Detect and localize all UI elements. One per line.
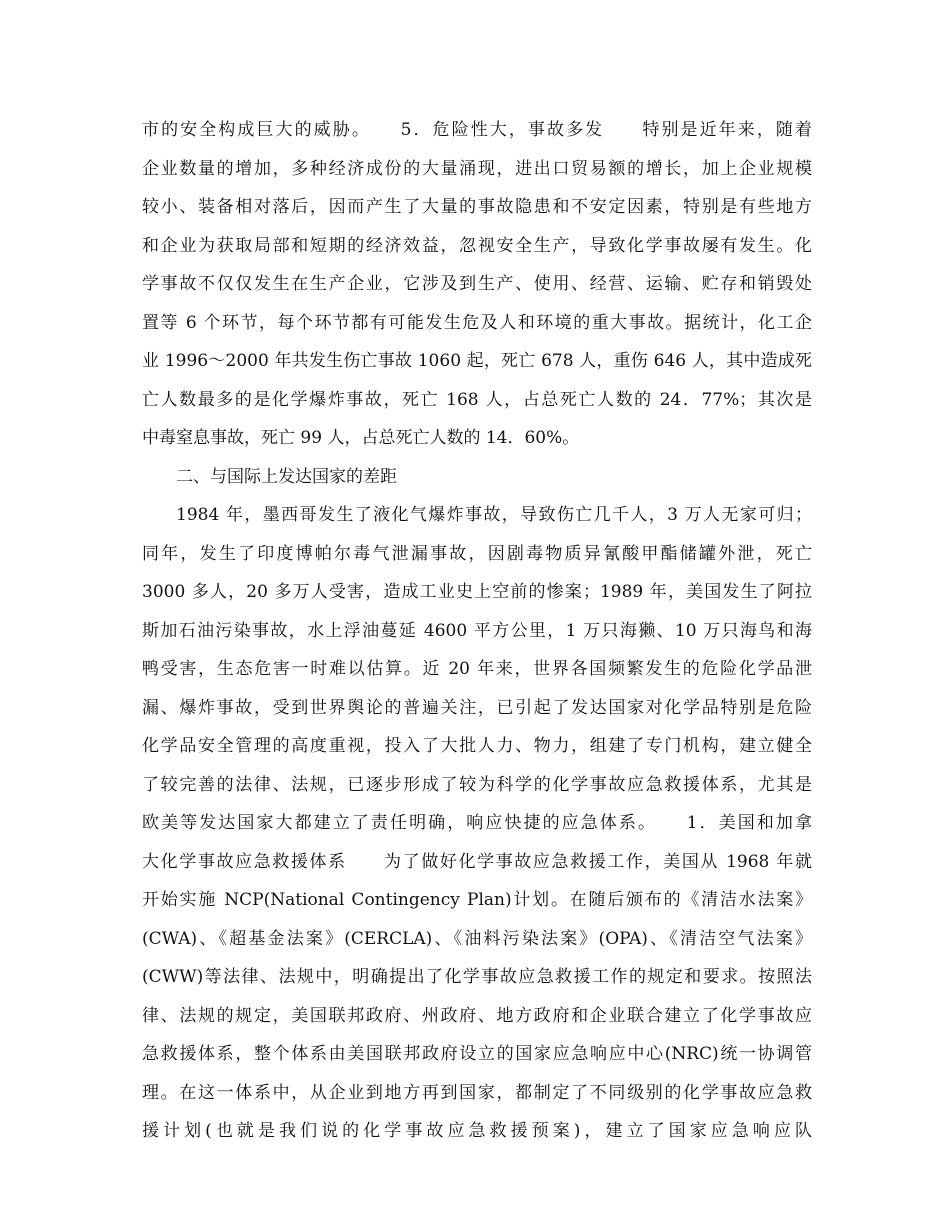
text-line: 急救援体系，整个体系由美国联邦政府设立的国家应急响应中心(NRC)统一协调管 bbox=[142, 1044, 812, 1064]
text-line: 1984 年，墨西哥发生了液化气爆炸事故，导致伤亡几千人，3 万人无家可归； bbox=[176, 505, 812, 525]
text-line: 较小、装备相对落后，因而产生了大量的事故隐患和不安定因素，特别是有些地方 bbox=[142, 197, 812, 217]
text-line: 援计划(也就是我们说的化学事故应急救援预案)，建立了国家应急响应队 bbox=[142, 1121, 812, 1141]
text-line: 漏、爆炸事故，受到世界舆论的普遍关注，已引起了发达国家对化学品特别是危险 bbox=[142, 697, 812, 718]
text-line: 同年，发生了印度博帕尔毒气泄漏事故，因剧毒物质异氰酸甲酯储罐外泄，死亡 bbox=[142, 543, 812, 564]
text-line: 欧美等发达国家大都建立了责任明确，响应快捷的应急体系。 1．美国和加拿 bbox=[142, 813, 812, 833]
document-body bbox=[142, 111, 812, 1151]
text-line: 置等 6 个环节，每个环节都有可能发生危及人和环境的重大事故。据统计，化工企 bbox=[142, 312, 812, 333]
text-line: 理。在这一体系中，从企业到地方再到国家，都制定了不同级别的化学事故应急救 bbox=[142, 1082, 812, 1103]
text-line: 律、法规的规定，美国联邦政府、州政府、地方政府和企业联合建立了化学事故应 bbox=[142, 1005, 812, 1026]
text-line: 大化学事故应急救援体系 为了做好化学事故应急救援工作，美国从 1968 年就 bbox=[142, 851, 812, 872]
text-line: 学事故不仅仅发生在生产企业，它涉及到生产、使用、经营、运输、贮存和销毁处 bbox=[142, 274, 812, 294]
text-line: 企业数量的增加，多种经济成份的大量涌现，进出口贸易额的增长，加上企业规模 bbox=[142, 158, 812, 179]
text-line: 中毒窒息事故，死亡 99 人，占总死亡人数的 14．60%。 bbox=[142, 428, 580, 448]
text-line: (CWW)等法律、法规中，明确提出了化学事故应急救援工作的规定和要求。按照法 bbox=[142, 967, 812, 987]
text-line: 业 1996～2000 年共发生伤亡事故 1060 起，死亡 678 人，重伤 646 人，其中造成死 bbox=[142, 351, 812, 371]
text-line: 了较完善的法律、法规，已逐步形成了较为科学的化学事故应急救援体系，尤其是 bbox=[142, 774, 812, 795]
text-line: 鸭受害，生态危害一时难以估算。近 20 年来，世界各国频繁发生的危险化学品泄 bbox=[142, 659, 812, 679]
text-line: 3000 多人，20 多万人受害，造成工业史上空前的惨案；1989 年，美国发生了阿拉 bbox=[142, 582, 812, 602]
text-line: 市的安全构成巨大的威胁。 5．危险性大，事故多发 特别是近年来，随着 bbox=[142, 120, 812, 140]
section-heading: 二、与国际上发达国家的差距 bbox=[176, 466, 397, 487]
text-line: 开始实施 NCP(National Contingency Plan)计划。在随后颁布的《清洁水法案》 bbox=[142, 890, 812, 910]
text-line: 化学品安全管理的高度重视，投入了大批人力、物力，组建了专门机构，建立健全 bbox=[142, 736, 812, 756]
text-line: 亡人数最多的是化学爆炸事故，死亡 168 人，占总死亡人数的 24．77%；其次是 bbox=[142, 389, 812, 410]
text-line: (CWA)、《超基金法案》(CERCLA)、《油料污染法案》(OPA)、《清洁空气法案》 bbox=[142, 928, 812, 949]
text-line: 斯加石油污染事故，水上浮油蔓延 4600 平方公里，1 万只海獭、10 万只海鸟和海 bbox=[142, 620, 812, 641]
text-line: 和企业为获取局部和短期的经济效益，忽视安全生产，导致化学事故屡有发生。化 bbox=[142, 235, 812, 256]
